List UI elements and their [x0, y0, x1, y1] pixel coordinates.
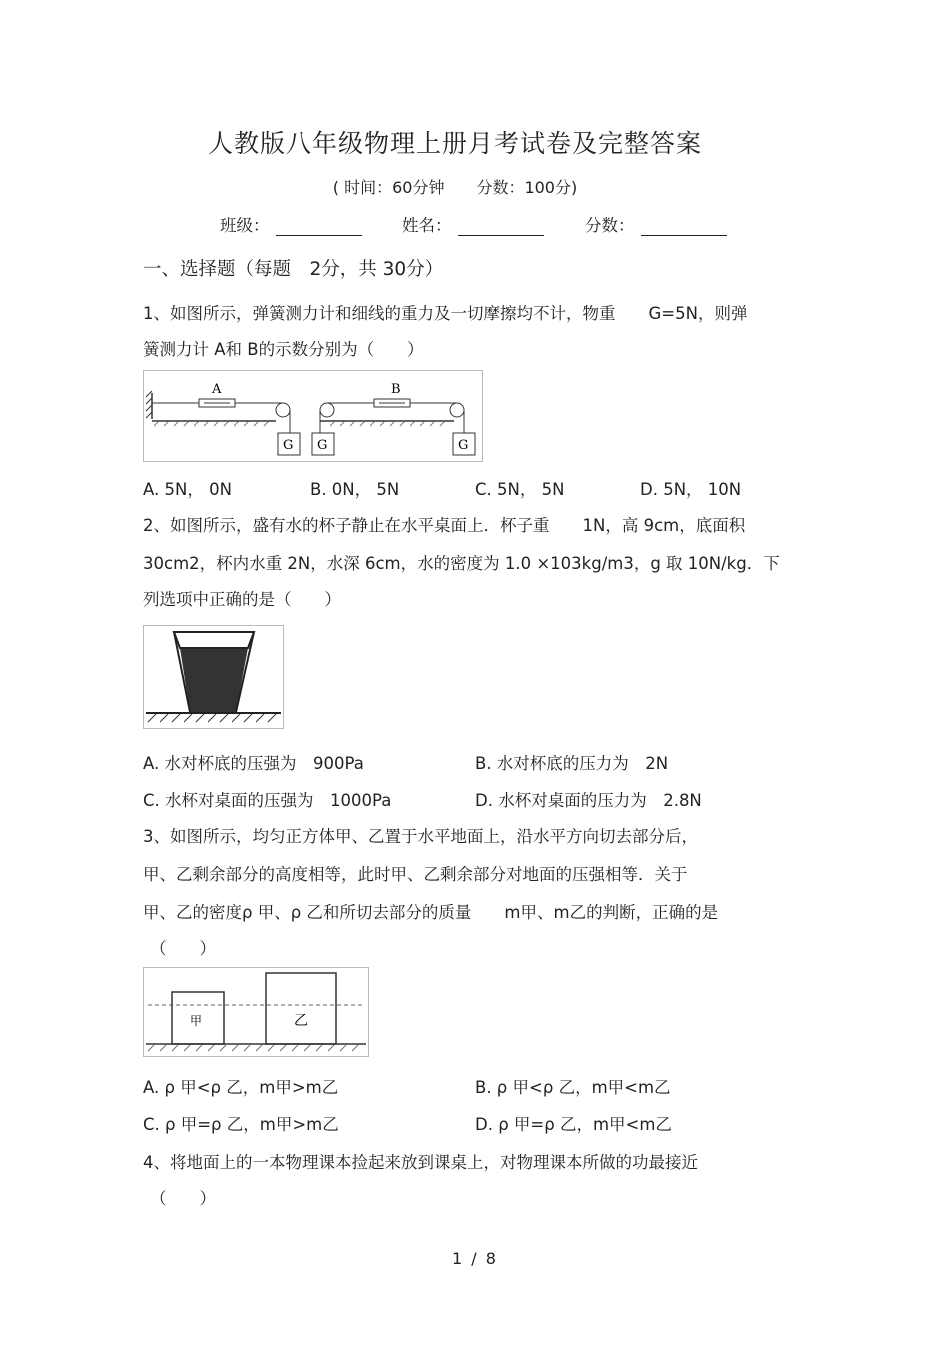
q3-stem-line1: 3、如图所示，均匀正方体甲、乙置于水平地面上，沿水平方向切去部分后，: [143, 827, 698, 846]
q3-option-a[interactable]: A. ρ 甲<ρ 乙，m甲>m乙: [143, 1078, 339, 1097]
q2-option-b[interactable]: B. 水对杯底的压力为 2N: [475, 754, 669, 773]
q3-option-c[interactable]: C. ρ 甲=ρ 乙，m甲>m乙: [143, 1115, 339, 1134]
section-heading: 一、选择题（每题 2分，共 30分）: [143, 259, 444, 280]
q1-option-d[interactable]: D. 5N， 10N: [640, 480, 742, 499]
q2-stem-line1: 2、如图所示，盛有水的杯子静止在水平桌面上．杯子重 1N，高 9cm，底面积: [143, 516, 746, 535]
q3-cubes-figure: [143, 967, 369, 1057]
q1-label-b: B: [391, 382, 401, 397]
q2-option-c[interactable]: C. 水杯对桌面的压强为 1000Pa: [143, 791, 392, 810]
score-label: 分数：: [585, 216, 635, 235]
score-field: [585, 212, 727, 236]
q3-stem-line2: 甲、乙剩余部分的高度相等，此时甲、乙剩余部分对地面的压强相等．关于: [143, 865, 688, 884]
q4-stem-line2: （ ）: [150, 1189, 216, 1208]
q2-stem-line3: 列选项中正确的是（ ）: [143, 590, 341, 609]
name-label: 姓名：: [402, 216, 452, 235]
q1-stem-line1: 1、如图所示，弹簧测力计和细线的重力及一切摩擦均不计，物重 G=5N，则弹: [143, 304, 748, 323]
class-label: 班级：: [220, 216, 270, 235]
q1-stem-line2: 簧测力计 A和 B的示数分别为（ ）: [143, 340, 424, 359]
q3-stem-line4: （ ）: [150, 939, 216, 958]
q2-option-d[interactable]: D. 水杯对桌面的压力为 2.8N: [475, 791, 702, 810]
q1-weight-g1: G: [283, 438, 294, 453]
q1-label-a: A: [212, 382, 222, 397]
score-blank[interactable]: [641, 217, 727, 236]
q2-stem-line2: 30cm2，杯内水重 2N，水深 6cm，水的密度为 1.0 ×103kg/m3，g 取 10N/kg．下: [143, 554, 780, 573]
name-field: [402, 212, 544, 236]
page-number: 1 / 8: [452, 1249, 498, 1268]
q1-spring-scale-figure: [143, 370, 483, 462]
q1-weight-g2: G: [317, 438, 328, 453]
q1-option-a[interactable]: A. 5N， 0N: [143, 480, 232, 499]
q2-option-a[interactable]: A. 水对杯底的压强为 900Pa: [143, 754, 364, 773]
page-title: 人教版八年级物理上册月考试卷及完整答案: [207, 129, 702, 158]
name-blank[interactable]: [458, 217, 544, 236]
q3-stem-line3: 甲、乙的密度ρ 甲、ρ 乙和所切去部分的质量 m甲、m乙的判断，正确的是: [143, 903, 719, 922]
q1-option-b[interactable]: B. 0N， 5N: [310, 480, 400, 499]
q2-cup-figure: [143, 625, 284, 729]
class-blank[interactable]: [276, 217, 362, 236]
exam-duration-score: ( 时间：60分钟 分数：100分): [332, 178, 578, 197]
q3-cube-jia-label: 甲: [190, 1014, 203, 1028]
class-field: [220, 212, 362, 236]
q3-option-d[interactable]: D. ρ 甲=ρ 乙，m甲<m乙: [475, 1115, 672, 1134]
q4-stem-line1: 4、将地面上的一本物理课本捡起来放到课桌上，对物理课本所做的功最接近: [143, 1153, 698, 1172]
q1-weight-g3: G: [458, 438, 469, 453]
q3-option-b[interactable]: B. ρ 甲<ρ 乙，m甲<m乙: [475, 1078, 671, 1097]
q3-cube-yi-label: 乙: [294, 1013, 308, 1029]
q1-option-c[interactable]: C. 5N， 5N: [475, 480, 565, 499]
